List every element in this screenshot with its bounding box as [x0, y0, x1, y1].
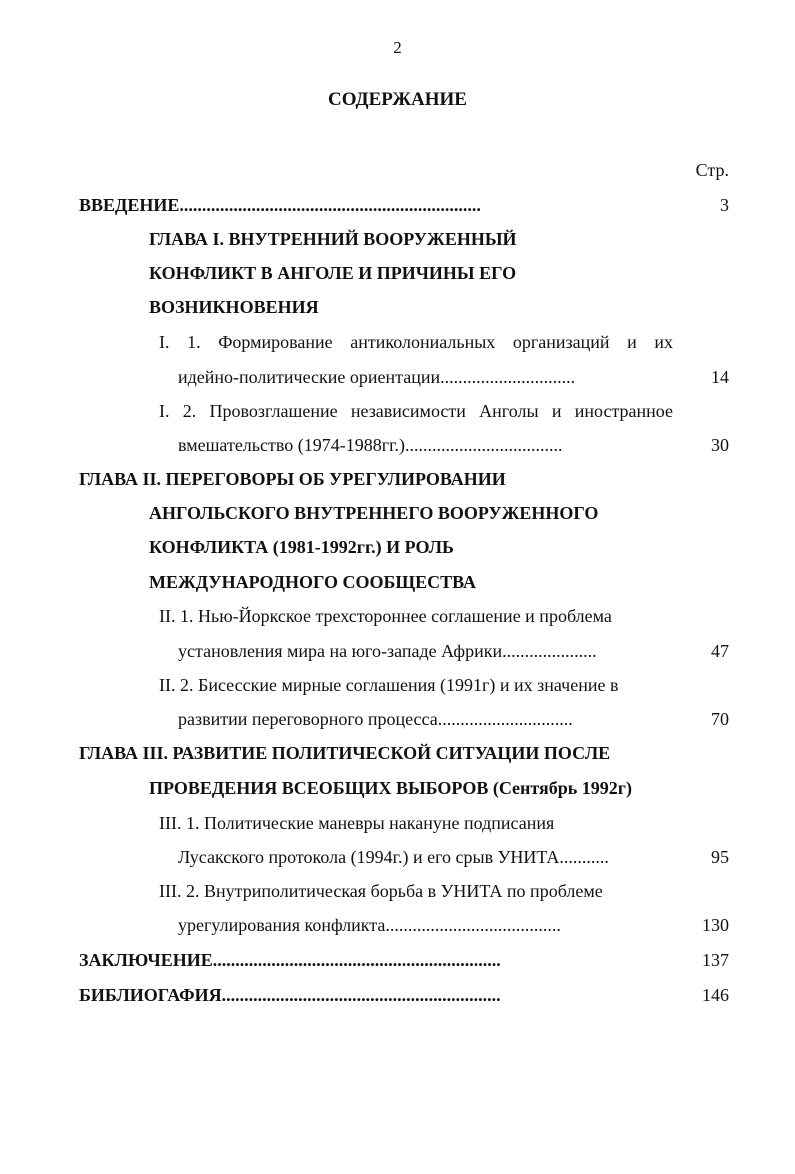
entry-title: урегулирования конфликта: [178, 915, 386, 935]
entry-title: ЗАКЛЮЧЕНИЕ: [79, 950, 213, 970]
chapter-1-heading-line[interactable]: ВОЗНИКНОВЕНИЯ: [149, 297, 319, 317]
section-1-1-line-2[interactable]: [178, 367, 673, 388]
section-1-1-line-1[interactable]: I. 1. Формирование антиколониальных организаций и их: [159, 332, 673, 352]
page-title: СОДЕРЖАНИЕ: [328, 89, 467, 110]
section-3-1-line-1[interactable]: III. 1. Политические маневры накануне подписания: [159, 813, 555, 833]
leader-dots: ................................................................: [212, 950, 501, 970]
entry-title: БИБЛИОГАФИЯ: [79, 985, 222, 1005]
section-3-2-line-2[interactable]: [178, 915, 673, 936]
entry-page: 70: [711, 709, 729, 729]
leader-dots: ...................................................................: [179, 195, 481, 215]
section-2-2-line-1[interactable]: II. 2. Бисесские мирные соглашения (1991г) и их значение в: [159, 675, 619, 695]
chapter-1-heading-line[interactable]: КОНФЛИКТ В АНГОЛЕ И ПРИЧИНЫ ЕГО: [149, 263, 517, 283]
section-2-1-line-1[interactable]: II. 1. Нью-Йоркское трехстороннее соглашение и проблема: [159, 606, 612, 626]
chapter-2-heading-line[interactable]: ГЛАВА II. ПЕРЕГОВОРЫ ОБ УРЕГУЛИРОВАНИИ: [79, 469, 506, 489]
entry-page: 146: [702, 985, 729, 1005]
toc-entry-introduction[interactable]: [79, 195, 673, 216]
entry-page: 95: [711, 847, 729, 867]
chapter-2-heading-line[interactable]: МЕЖДУНАРОДНОГО СООБЩЕСТВА: [149, 572, 477, 592]
entry-page: 130: [702, 915, 729, 935]
entry-page: 30: [711, 435, 729, 455]
chapter-2-heading-line[interactable]: КОНФЛИКТА (1981-1992гг.) И РОЛЬ: [149, 537, 454, 557]
section-2-1-line-2[interactable]: [178, 641, 673, 662]
entry-title: ВВЕДЕНИЕ: [79, 195, 180, 215]
chapter-2-heading-line[interactable]: АНГОЛЬСКОГО ВНУТРЕННЕГО ВООРУЖЕННОГО: [149, 503, 599, 523]
page-column-header: Стр.: [695, 160, 729, 180]
entry-page: 3: [720, 195, 729, 215]
leader-dots: ..............................................................: [221, 985, 501, 1005]
leader-dots: ...................................: [404, 435, 563, 455]
section-2-2-line-2[interactable]: [178, 709, 673, 730]
leader-dots: ...........: [559, 847, 609, 867]
entry-title: идейно-политические ориентации: [178, 367, 441, 387]
leader-dots: .....................: [502, 641, 597, 661]
section-3-1-line-2[interactable]: [178, 847, 673, 868]
leader-dots: ..............................: [437, 709, 573, 729]
entry-title: установления мира на юго-западе Африки: [178, 641, 503, 661]
chapter-3-heading-line[interactable]: ПРОВЕДЕНИЯ ВСЕОБЩИХ ВЫБОРОВ (Сентябрь 1992г): [149, 778, 632, 798]
entry-page: 137: [702, 950, 729, 970]
entry-title: Лусакского протокола (1994г.) и его срыв УНИТА: [178, 847, 560, 867]
section-1-2-line-1[interactable]: I. 2. Провозглашение независимости Анголы и иностранное: [159, 401, 673, 421]
chapter-1-heading-line[interactable]: ГЛАВА I. ВНУТРЕННИЙ ВООРУЖЕННЫЙ: [149, 229, 517, 249]
chapter-3-heading-line[interactable]: ГЛАВА III. РАЗВИТИЕ ПОЛИТИЧЕСКОЙ СИТУАЦИИ ПОСЛЕ: [79, 743, 611, 763]
entry-title: развитии переговорного процесса: [178, 709, 438, 729]
toc-entry-bibliography[interactable]: [79, 985, 673, 1006]
leader-dots: ..............................: [440, 367, 576, 387]
toc-entry-conclusion[interactable]: [79, 950, 673, 971]
entry-page: 47: [711, 641, 729, 661]
section-1-2-line-2[interactable]: [178, 435, 673, 456]
page-number: 2: [393, 38, 402, 57]
entry-page: 14: [711, 367, 729, 387]
leader-dots: .......................................: [385, 915, 561, 935]
entry-title: вмешательство (1974-1988гг.): [178, 435, 405, 455]
section-3-2-line-1[interactable]: III. 2. Внутриполитическая борьба в УНИТА по проблеме: [159, 881, 603, 901]
